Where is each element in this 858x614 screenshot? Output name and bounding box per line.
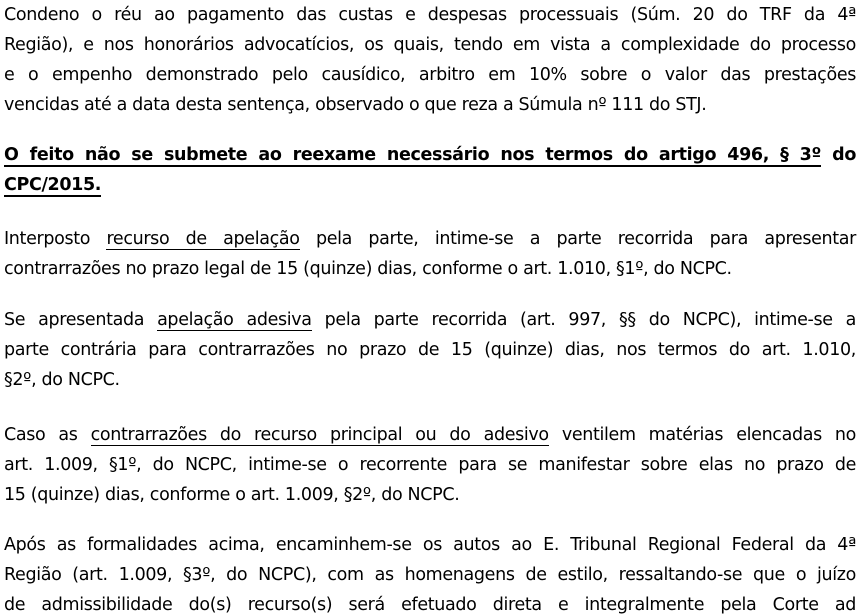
paragraph-appeal	[4, 224, 856, 284]
text-line: vencidas até a data desta sentença, observado o que reza a Súmula nº 111 do STJ.	[4, 95, 707, 115]
paragraph-adhesive-appeal	[4, 305, 856, 395]
text-segment: Caso as	[4, 425, 91, 445]
text-segment: Interposto	[4, 229, 107, 249]
text-segment: do	[821, 145, 857, 165]
text-segment: pela parte recorrida (art. 997, §§ do NCPC), intime-se a	[311, 310, 857, 330]
text-line: e o empenho demonstrado pelo causídico, arbitro em 10% sobre o valor das prestações	[4, 65, 856, 85]
underlined-text: CPC/2015.	[4, 175, 102, 195]
underlined-text: apelação adesiva	[157, 310, 312, 330]
text-line: Após as formalidades acima, encaminhem-se os autos ao E. Tribunal Regional Federal da 4ª	[4, 535, 856, 555]
underlined-text: contrarrazões do recurso principal ou do adesivo	[90, 425, 549, 445]
text-line: art. 1.009, §1º, do NCPC, intime-se o recorrente para se manifestar sobre elas no prazo de	[4, 455, 856, 475]
text-line: Condeno o réu ao pagamento das custas e despesas processuais (Súm. 20 do TRF da 4ª	[4, 5, 856, 25]
text-line	[4, 224, 856, 254]
text-line: 15 (quinze) dias, conforme o art. 1.009, §2º, do NCPC.	[4, 485, 460, 505]
text-line: Região), e nos honorários advocatícios, os quais, tendo em vista a complexidade do processo	[4, 35, 856, 55]
text-segment: Se apresentada	[4, 310, 158, 330]
text-line: de admissibilidade do(s) recurso(s) será efetuado direta e integralmente pela Corte ad	[4, 595, 856, 614]
text-segment: ventilem matérias elencadas no	[548, 425, 856, 445]
text-line	[4, 170, 856, 200]
paragraph-counter-arguments	[4, 420, 856, 510]
text-line: §2º, do NCPC.	[4, 370, 120, 390]
text-line	[4, 305, 856, 335]
text-line: contrarrazões no prazo legal de 15 (quinze) dias, conforme o art. 1.010, §1º, do NCPC.	[4, 259, 732, 279]
text-segment: pela parte, intime-se a parte recorrida para apresentar	[299, 229, 856, 249]
underlined-text: O feito não se submete ao reexame necessário nos termos do artigo 496, § 3º	[4, 145, 822, 165]
underlined-text: recurso de apelação	[106, 229, 300, 249]
paragraph-forward-to-court	[4, 530, 856, 614]
text-line	[4, 140, 856, 170]
text-line	[4, 420, 856, 450]
paragraph-costs-and-fees	[4, 0, 856, 120]
text-line: parte contrária para contrarrazões no prazo de 15 (quinze) dias, nos termos do art. 1.010,	[4, 340, 856, 360]
paragraph-no-mandatory-review	[4, 140, 856, 200]
text-line: Região (art. 1.009, §3º, do NCPC), com as homenagens de estilo, ressaltando-se que o juízo	[4, 565, 856, 585]
